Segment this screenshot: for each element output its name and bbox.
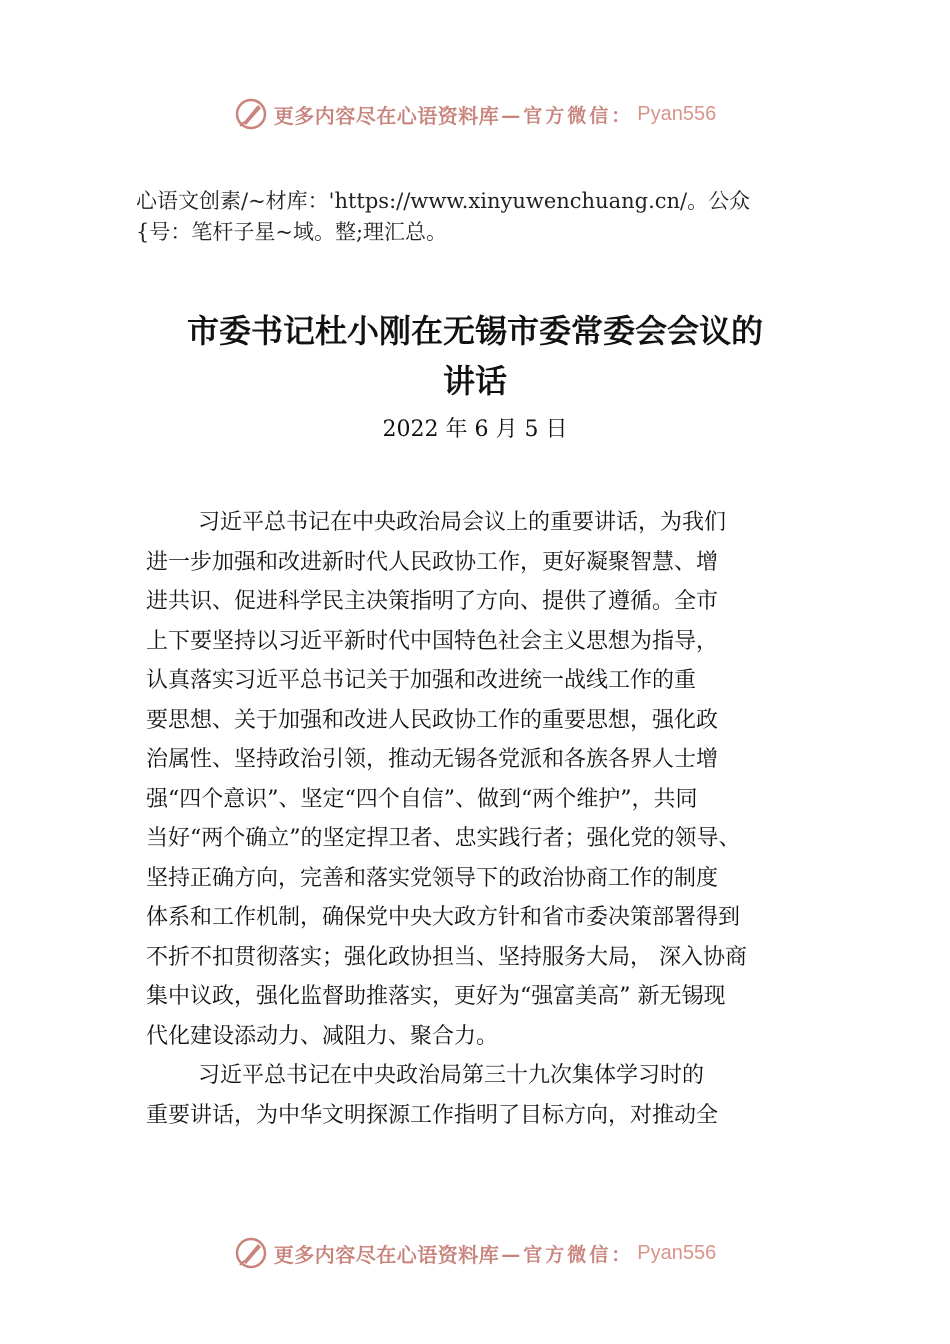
banner-brand-text: 更多内容尽在心语资料库	[273, 103, 500, 128]
footer-banner	[0, 1233, 950, 1273]
source-note-line: 心语文创素/~材库：'https://www.xinyuwenchuang.cn/。公众	[136, 189, 751, 213]
paragraph-line: 认真落实习近平总书记关于加强和改进统一战线工作的重	[146, 668, 697, 693]
quill-pen-logo-icon	[234, 97, 268, 131]
document-title-continued: 讲话	[442, 362, 507, 400]
paragraph-line: 要思想、关于加强和改进人民政协工作的重要思想，强化政	[146, 707, 719, 733]
paragraph-line: 集中议政，强化监督助推落实，更好为“强富美高” 新无锡现	[146, 984, 726, 1009]
paragraph-line: 不折不扣贯彻落实；强化政协担当、坚持服务大局， 深入协商	[146, 944, 747, 970]
quill-pen-logo-icon	[234, 1236, 268, 1270]
document-date: 2022 年 6 月 5 日	[382, 417, 568, 442]
paragraph-line: 治属性、坚持政治引领，推动无锡各党派和各族各界人士增	[146, 747, 719, 772]
paragraph-line: 强“四个意识”、坚定“四个自信”、做到“两个维护”，共同	[146, 786, 698, 812]
paragraph-line: 上下要坚持以习近平新时代中国特色社会主义思想为指导，	[146, 628, 719, 654]
banner-wechat-label: —官方微信：	[501, 1243, 634, 1266]
paragraph-line: 习近平总书记在中央政治局第三十九次集体学习时的	[198, 1063, 705, 1088]
banner-wechat-id: Pyan556	[637, 1241, 717, 1264]
header-banner	[0, 94, 950, 134]
banner-wechat-id: Pyan556	[637, 102, 717, 125]
paragraph-line: 进一步加强和改进新时代人民政协工作，更好凝聚智慧、增	[146, 549, 719, 575]
banner-wechat-label: —官方微信：	[501, 104, 634, 127]
paragraph-line: 当好“两个确立”的坚定捍卫者、忠实践行者；强化党的领导、	[146, 826, 741, 851]
document-body	[146, 503, 846, 1135]
document-title: 市委书记杜小刚在无锡市委常委会会议的	[186, 312, 763, 350]
source-note-line: {号：笔杆子星~域。整;理汇总。	[136, 220, 448, 244]
paragraph-line: 进共识、促进科学民主决策指明了方向、提供了遵循。全市	[146, 589, 719, 614]
paragraph-line: 习近平总书记在中央政治局会议上的重要讲话，为我们	[198, 510, 727, 535]
source-note	[136, 186, 846, 248]
paragraph-line: 坚持正确方向，完善和落实党领导下的政治协商工作的制度	[146, 865, 719, 891]
banner-brand-text: 更多内容尽在心语资料库	[273, 1242, 500, 1267]
paragraph-line: 代化建设添动力、减阻力、聚合力。	[146, 1023, 499, 1049]
paragraph-line: 重要讲话，为中华文明探源工作指明了目标方向，对推动全	[146, 1102, 719, 1128]
paragraph-line: 体系和工作机制，确保党中央大政方针和省市委决策部署得到	[146, 905, 741, 930]
